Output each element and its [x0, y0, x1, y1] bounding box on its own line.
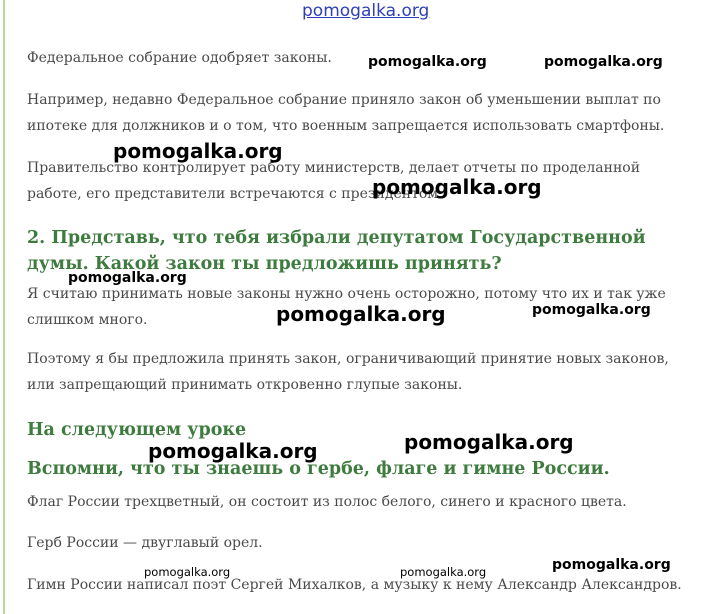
recall-symbols-heading: Вспомни, что ты знаешь о гербе, флаге и гимне России.	[27, 459, 610, 479]
watermark: pomogalka.org	[276, 302, 446, 326]
paragraph-government: Правительство контролирует работу министерств, делает отчеты по проделанной работе, его представители встречаются с президентом.	[27, 160, 641, 202]
paragraph-coat-of-arms: Герб России — двуглавый орел.	[27, 535, 263, 551]
next-lesson-heading: На следующем уроке	[27, 420, 247, 440]
watermark: pomogalka.org	[68, 270, 187, 286]
cut-off-text-line	[27, 14, 217, 22]
watermark: pomogalka.org	[400, 565, 487, 579]
paragraph-example-laws: Например, недавно Федеральное собрание приняло закон об уменьшении выплат по ипотеке для должников и о том, что военным запрещается использовать смартфоны.	[27, 92, 665, 134]
paragraph-flag: Флаг России трехцветный, он состоит из полос белого, синего и красного цвета.	[27, 494, 627, 510]
watermark: pomogalka.org	[552, 557, 671, 573]
watermark: pomogalka.org	[368, 54, 487, 70]
watermark: pomogalka.org	[372, 175, 542, 199]
watermark: pomogalka.org	[144, 565, 231, 579]
left-border-rule	[3, 0, 5, 614]
watermark: pomogalka.org	[148, 439, 318, 463]
paragraph-answer-laws: Я считаю принимать новые законы нужно очень осторожно, потому что их и так уже слишком много.	[27, 286, 666, 328]
paragraph-federal-assembly: Федеральное собрание одобряет законы.	[27, 50, 332, 66]
paragraph-proposal: Поэтому я бы предложила принять закон, ограничивающий принятие новых законов, или запрещающий принимать откровенно глупые законы.	[27, 351, 669, 393]
question-2-heading: 2. Представь, что тебя избрали депутатом Государственной думы. Какой закон ты предложишь принять?	[27, 228, 646, 274]
watermark: pomogalka.org	[532, 302, 651, 318]
watermark: pomogalka.org	[113, 139, 283, 163]
watermark: pomogalka.org	[544, 54, 663, 70]
paragraph-anthem: Гимн России написал поэт Сергей Михалков, а музыку к нему Александр Александров.	[27, 577, 682, 593]
watermark: pomogalka.org	[404, 430, 574, 454]
watermark-top[interactable]: pomogalka.org	[302, 1, 430, 21]
